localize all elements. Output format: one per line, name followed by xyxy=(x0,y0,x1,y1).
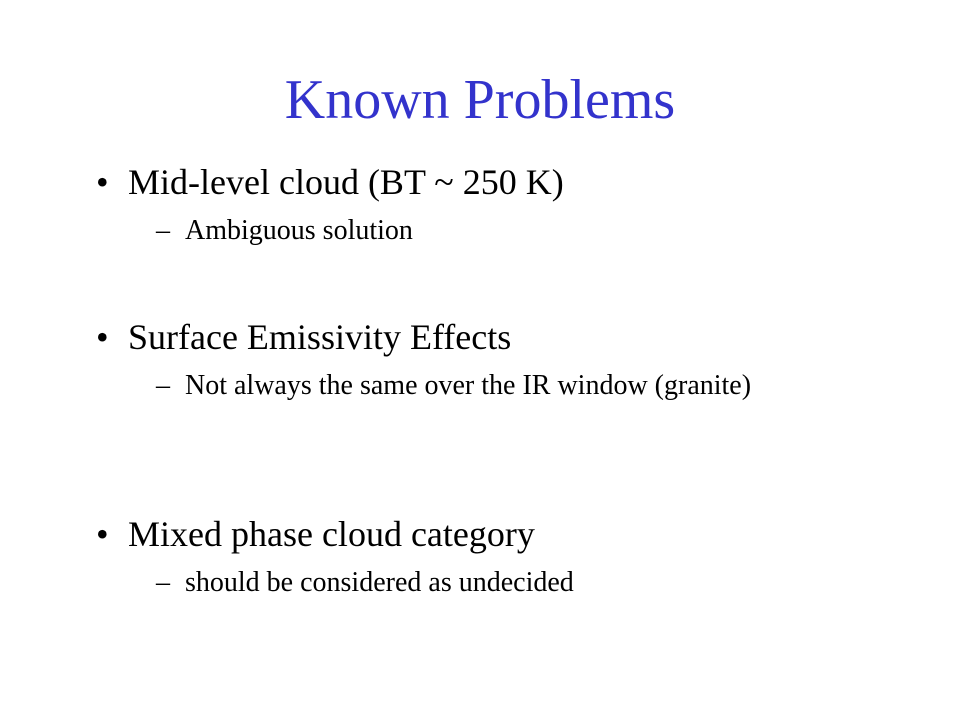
bullet-marker: • xyxy=(96,162,109,202)
bullet-marker: • xyxy=(96,514,109,554)
sub-bullet-item xyxy=(96,369,825,403)
sub-bullet-text: should be considered as undecided xyxy=(185,567,574,598)
sub-bullet-text: Not always the same over the IR window (granite) xyxy=(185,370,752,401)
sub-bullet-marker: – xyxy=(156,567,170,598)
slide-title: Known Problems xyxy=(284,69,676,131)
sub-bullet-marker: – xyxy=(156,215,170,246)
sub-bullet-item xyxy=(96,214,916,248)
bullet-item xyxy=(96,160,916,204)
sub-bullet-item xyxy=(96,566,916,600)
sub-bullet-text: Ambiguous solution xyxy=(185,215,413,246)
bullet-item xyxy=(96,512,916,556)
sub-bullet-marker: – xyxy=(156,370,170,401)
bullet-text: Mid-level cloud (BT ~ 250 K) xyxy=(128,162,564,202)
bullet-marker: • xyxy=(96,317,109,357)
bullet-group-1 xyxy=(96,160,916,248)
bullet-group-3 xyxy=(96,512,916,600)
bullet-text: Mixed phase cloud category xyxy=(128,514,535,554)
bullet-text: Surface Emissivity Effects xyxy=(128,317,512,357)
bullet-group-2 xyxy=(96,315,916,403)
bullet-item xyxy=(96,315,916,359)
